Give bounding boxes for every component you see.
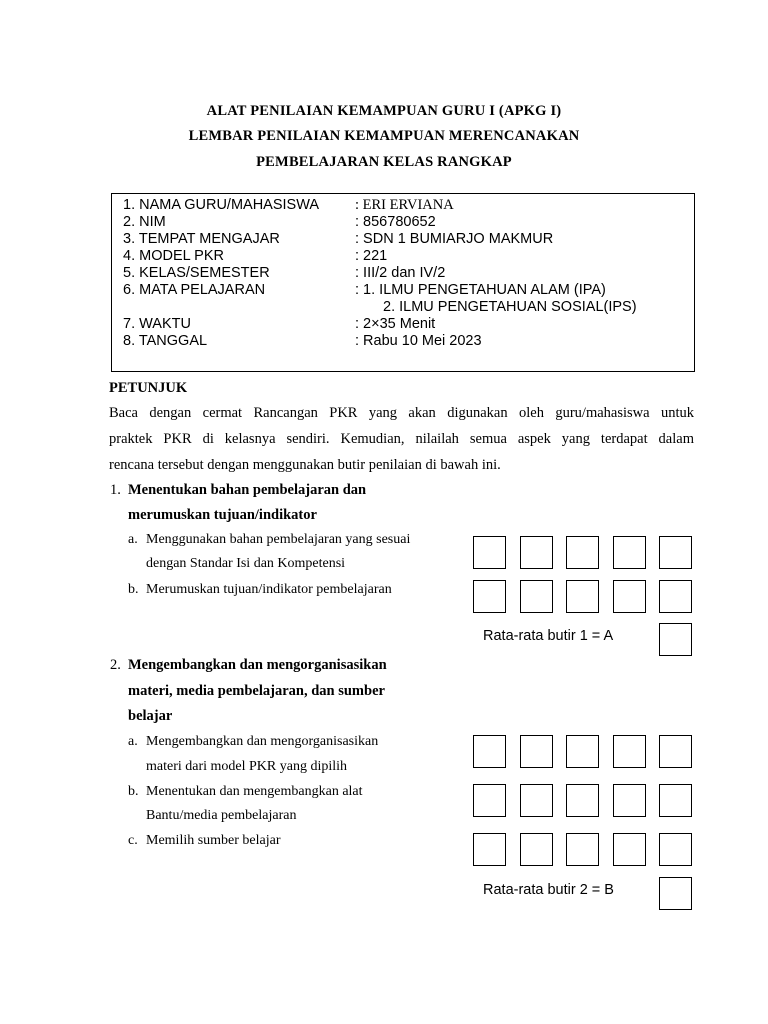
section-2-item-b-text-2: Bantu/media pembelajaran <box>146 808 297 823</box>
section-2-item-a-marker: a. <box>128 734 138 749</box>
score-box-2a-4[interactable] <box>613 735 646 768</box>
section-2-title: Mengembangkan dan mengorganisasikan <box>128 657 387 673</box>
document-title: ALAT PENILAIAN KEMAMPUAN GURU I (APKG I) <box>206 103 562 119</box>
section-1-title-2: merumuskan tujuan/indikator <box>128 507 317 523</box>
score-box-1b-4[interactable] <box>613 580 646 613</box>
section-1-item-b-marker: b. <box>128 582 139 597</box>
identity-label-subject: 6. MATA PELAJARAN <box>123 282 266 298</box>
average-2-label: Rata-rata butir 2 = B <box>483 882 614 898</box>
document-subtitle: LEMBAR PENILAIAN KEMAMPUAN MERENCANAKAN <box>188 128 580 144</box>
identity-value-class: : III/2 dan IV/2 <box>355 265 446 281</box>
identity-label-date: 8. TANGGAL <box>123 333 208 349</box>
instructions-line-2: praktek PKR di kelasnya sendiri. Kemudian, nilailah semua aspek yang terdapat dalam <box>109 431 694 447</box>
score-box-1a-2[interactable] <box>520 536 553 569</box>
score-box-2a-2[interactable] <box>520 735 553 768</box>
score-box-1b-1[interactable] <box>473 580 506 613</box>
score-box-2b-4[interactable] <box>613 784 646 817</box>
section-2-item-a-text-2: materi dari model PKR yang dipilih <box>146 759 348 774</box>
identity-value-subject-2: 2. ILMU PENGETAHUAN SOSIAL(IPS) <box>383 299 637 315</box>
score-box-2c-2[interactable] <box>520 833 553 866</box>
identity-value-place: : SDN 1 BUMIARJO MAKMUR <box>355 231 554 247</box>
identity-value-model: : 221 <box>355 248 388 264</box>
identity-label-model: 4. MODEL PKR <box>123 248 224 264</box>
score-box-2b-1[interactable] <box>473 784 506 817</box>
score-box-2b-2[interactable] <box>520 784 553 817</box>
identity-value-time: : 2×35 Menit <box>355 316 436 332</box>
score-box-1b-3[interactable] <box>566 580 599 613</box>
section-2-item-b-marker: b. <box>128 784 139 799</box>
score-box-2c-5[interactable] <box>659 833 692 866</box>
score-box-1a-1[interactable] <box>473 536 506 569</box>
average-1-box[interactable] <box>659 623 692 656</box>
score-box-2c-4[interactable] <box>613 833 646 866</box>
section-2-title-2: materi, media pembelajaran, dan sumber <box>128 683 385 699</box>
average-1-label: Rata-rata butir 1 = A <box>483 628 614 644</box>
section-1-item-a-marker: a. <box>128 532 138 547</box>
section-1-item-b-text: Merumuskan tujuan/indikator pembelajaran <box>146 582 392 597</box>
score-box-2a-5[interactable] <box>659 735 692 768</box>
average-2-box[interactable] <box>659 877 692 910</box>
score-box-1a-4[interactable] <box>613 536 646 569</box>
score-box-2b-5[interactable] <box>659 784 692 817</box>
section-1-number: 1. <box>110 482 121 498</box>
section-1-item-a-text: Menggunakan bahan pembelajaran yang sesuai <box>146 532 411 547</box>
section-2-item-b-text: Menentukan dan mengembangkan alat <box>146 784 363 799</box>
identity-label-name: 1. NAMA GURU/MAHASISWA <box>123 197 320 213</box>
score-box-1a-3[interactable] <box>566 536 599 569</box>
identity-value-name: : ERI ERVIANA <box>355 197 454 213</box>
section-2-item-a-text: Mengembangkan dan mengorganisasikan <box>146 734 379 749</box>
instructions-heading: PETUNJUK <box>109 380 188 396</box>
section-2-item-c-text: Memilih sumber belajar <box>146 833 281 848</box>
document-subtitle-2: PEMBELAJARAN KELAS RANGKAP <box>256 154 512 170</box>
identity-value-nim: : 856780652 <box>355 214 436 230</box>
section-2-number: 2. <box>110 657 121 673</box>
section-1-title: Menentukan bahan pembelajaran dan <box>128 482 367 498</box>
score-box-2c-3[interactable] <box>566 833 599 866</box>
score-box-1a-5[interactable] <box>659 536 692 569</box>
identity-value-date: : Rabu 10 Mei 2023 <box>355 333 482 349</box>
score-box-2c-1[interactable] <box>473 833 506 866</box>
score-box-2a-3[interactable] <box>566 735 599 768</box>
score-box-1b-2[interactable] <box>520 580 553 613</box>
section-2-title-3: belajar <box>128 708 173 724</box>
identity-value-subject-1: : 1. ILMU PENGETAHUAN ALAM (IPA) <box>355 282 606 298</box>
identity-label-class: 5. KELAS/SEMESTER <box>123 265 270 281</box>
score-box-2b-3[interactable] <box>566 784 599 817</box>
instructions-line-1: Baca dengan cermat Rancangan PKR yang akan digunakan oleh guru/mahasiswa untuk <box>109 405 694 421</box>
section-1-item-a-text-2: dengan Standar Isi dan Kompetensi <box>146 556 346 571</box>
score-box-1b-5[interactable] <box>659 580 692 613</box>
section-2-item-c-marker: c. <box>128 833 138 848</box>
instructions-line-3: rencana tersebut dengan menggunakan butir penilaian di bawah ini. <box>109 457 501 473</box>
score-box-2a-1[interactable] <box>473 735 506 768</box>
identity-label-place: 3. TEMPAT MENGAJAR <box>123 231 280 247</box>
identity-label-nim: 2. NIM <box>123 214 166 230</box>
identity-label-time: 7. WAKTU <box>123 316 191 332</box>
